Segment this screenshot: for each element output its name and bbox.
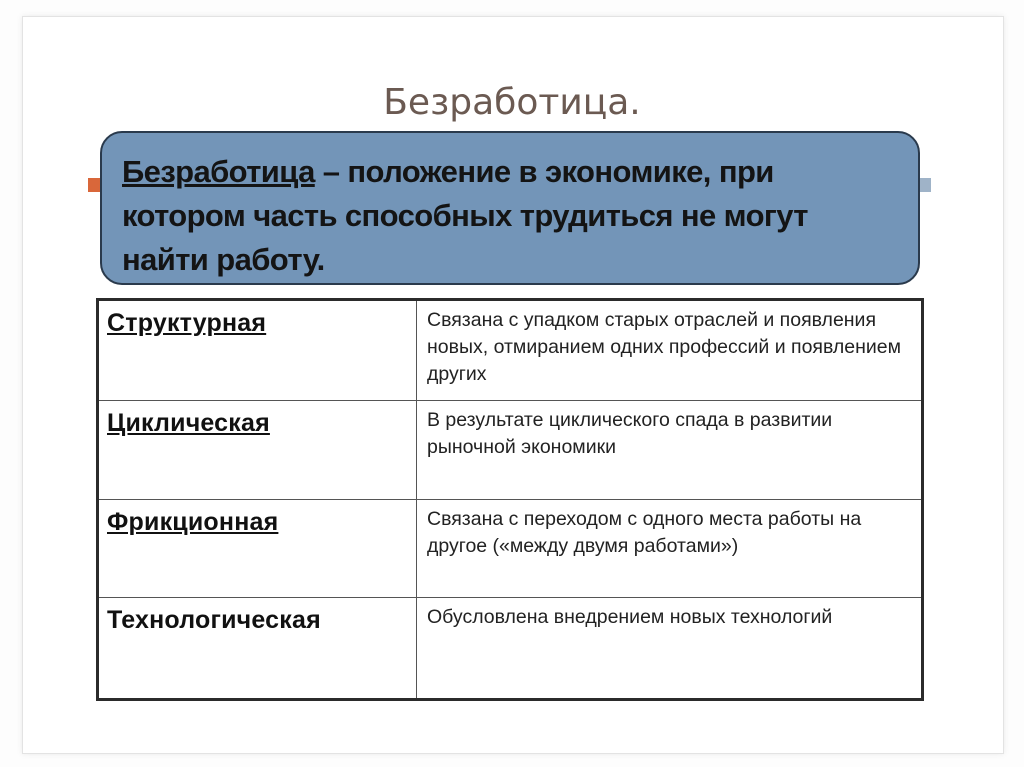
table-row <box>98 500 923 598</box>
type-cell <box>98 401 417 500</box>
accent-bar-right <box>919 178 931 192</box>
definition-text: – положение в экономике, при котором часть способных трудиться не могут найти работу. <box>122 154 808 277</box>
definition-box <box>100 131 920 285</box>
type-label: Структурная <box>107 309 267 337</box>
definition-term: Безработица <box>122 154 315 189</box>
description-cell: Связана с переходом с одного места работы на другое («между двумя работами») <box>417 500 923 598</box>
table-row <box>98 598 923 700</box>
type-cell <box>98 598 417 700</box>
type-label: Циклическая <box>107 409 270 437</box>
description-cell: Обусловлена внедрением новых технологий <box>417 598 923 700</box>
description-cell: В результате циклического спада в развитии рыночной экономики <box>417 401 923 500</box>
unemployment-types-table <box>96 298 924 701</box>
table-row <box>98 401 923 500</box>
type-cell <box>98 300 417 401</box>
table-row <box>98 300 923 401</box>
description-cell: Связана с упадком старых отраслей и появления новых, отмиранием одних профессий и появлением других <box>417 300 923 401</box>
type-label: Технологическая <box>107 606 321 634</box>
type-cell <box>98 500 417 598</box>
slide-title: Безработица. <box>383 82 641 123</box>
type-label: Фрикционная <box>107 508 279 536</box>
